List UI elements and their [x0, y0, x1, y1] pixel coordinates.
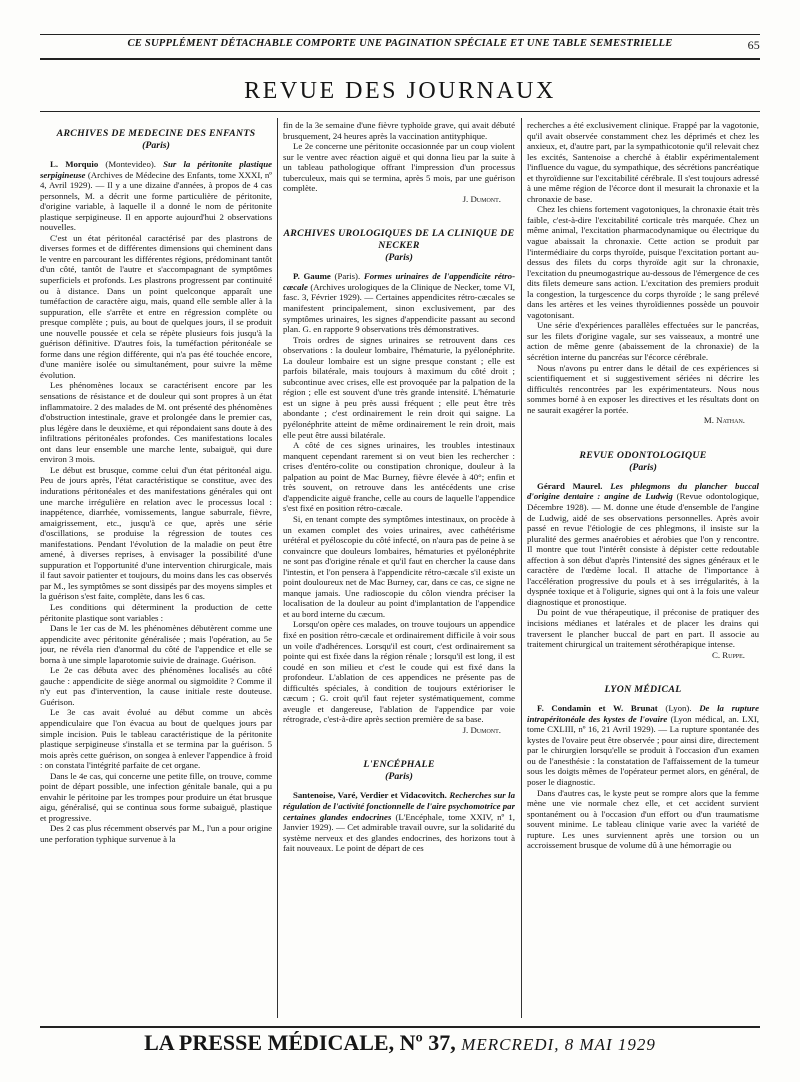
signature: J. Dumont. [462, 724, 501, 735]
section-title: ARCHIVES UROLOGIQUES DE LA CLINIQUE DE NECKER [283, 228, 515, 252]
signature: C. Ruppe. [711, 649, 745, 660]
paragraph: Dans le 4e cas, qui concerne une petite fille, on trouve, comme point de départ possible, une infection génitale banale, qui a pu envahir le péritoine par les trompes pour produire un état brusque aigu, généralisé, qui se continua sous forme subaiguë, plastique et progressive. [40, 770, 272, 823]
signature: J. Dumont. [462, 193, 501, 204]
paragraph: Nous n'avons pu entrer dans le détail de ces expériences si scientifiquement et si suggestivement sériées ni décrire les difficultés rencontrées par les expérimentateurs. Nous nous sommes borné à en exposer les directives et les résultats dont on ne saurait exagérer la portée. [527, 362, 759, 415]
section-title: LYON MÉDICAL [604, 684, 682, 696]
journal-name: LA PRESSE MÉDICALE, Nº 37, [144, 1030, 456, 1055]
top-rule [40, 34, 760, 35]
article-source: (Archives urologiques de la Clinique de Necker, tome VI, fasc. 3, Février 1929). — Certaines appendicites rétro-cæcales se manifestent principalement, sinon exclusivement, par des symptômes urinaires, les signes d'appendicite passant au second plan. G. en rapporte 9 observations très démonstratives. [283, 281, 515, 335]
running-header [40, 38, 760, 58]
signature: M. Nathan. [703, 415, 745, 426]
article-author: F. Condamin et W. Brunat [537, 703, 658, 714]
article-source: (Archives de Médecine des Enfants, tome XXXI, nº 4, Avril 1929). — Il y a une dizaine d'années, à propos de 4 cas personnels, M. a décrit une forme particulière de péritonite, d'origine variable, à laquelle il a donné le nom de péritonite plastique serpigineuse. Il en apporte aujourd'hui 2 observations nouvelles. [40, 169, 272, 233]
paragraph: Chez les chiens fortement vagotoniques, la chronaxie était très faible, c'est-à-dire l'excitabilité corticale très marquée. Chez un même animal, l'excitation pharmacodynamique ou électrique du vague abaissait la chronaxie. Cette action se produit par l'intermédiaire du corps thyroïde, puisque l'excitation portant au-dessus des filets du corps thyroïde agit sur la chronaxie, l'excitation du pneumogastrique au-dessous de l'émergence de ces dits filets demeure sans action. L'excitation des premiers produit la congestion, la turgescence du corps thyroïde ; le sang prélevé dans les artères et les veines thyroïdiennes possède un pouvoir vagotonisant. [527, 204, 759, 320]
page-number: 65 [747, 38, 760, 52]
column-3 [527, 120, 759, 1018]
section-place: (Paris) [385, 771, 413, 783]
paragraph: Les phénomènes locaux se caractérisent encore par les sensations de résistance et de douleur qui sont propres à un état inflammatoire. 2 des malades de M. ont présenté des phénomènes d'obstruction intestinale, grave et prolongée dans le premier cas, plus légère dans le deuxième, et qui répondaient sans doute à des infiltrations péritonéales profondes. Ces manifestations locales ont dans leur ensemble une marche lente, subaiguë, qui dure environ 3 mois. [40, 380, 272, 465]
article-author: L. Morquio [50, 159, 99, 169]
section-title: ARCHIVES DE MEDECINE DES ENFANTS [56, 128, 256, 139]
page-footer [40, 1030, 760, 1056]
article-title: Recherches sur la régulation de l'activité fonctionnelle de l'aire psychomotrice par certaines glandes endocrines [283, 790, 515, 822]
paragraph: Le 2e cas débuta avec des phénomènes localisés au côté gauche : appendicite de siège anormal ou sigmoïdite ? Comme il n'y eut pas d'intervention, la cause initiale reste douteuse. Guérison. [40, 665, 272, 707]
article-lead [527, 481, 759, 608]
article-source: (L'Encéphale, tome XXIV, nº 1, Janvier 1929). — Cet admirable travail ouvre, sur la solidarité du système nerveux et des glandes endocrines, des horizons tout à fait nouveaux. Le point de départ de ces [283, 811, 515, 854]
paragraph: Les conditions qui déterminent la production de cette péritonite plastique sont variables : [40, 601, 272, 623]
page-title: REVUE DES JOURNAUX [244, 78, 556, 104]
article-title: Formes urinaires de l'appendicite rétro-cæcale [283, 271, 515, 292]
paragraph: Lorsqu'on opère ces malades, on trouve toujours un appendice fixé en position rétro-cæcale et ordinairement difficile à voir sous un voile d'adhérences. Lorsqu'il est court, c'est ordinairement sa pointe qui est fixée dans la région rénale ; lorsqu'il est long, il est coudé en son milieu et c'est le coude qui est fixé dans la profondeur. L'ablation de ces appendices ne présente pas de difficultés spéciales, à condition de toujours extérioriser le cæcum ; G. croit qu'il faut rejeter systématiquement, comme aveugle et dangereuse, l'ablation de l'appendice par voie rétrograde, c'est-à-dire après section première de sa base. [283, 619, 515, 725]
section-title: L'ENCÉPHALE [363, 759, 435, 771]
header-rule [40, 58, 760, 60]
column-divider [277, 118, 278, 1018]
paragraph: Le 3e cas avait évolué au début comme un abcès appendiculaire que l'on évacua au bout de quelques jours par simple incision. Puis le tableau caractéristique de la péritonite plastique serpigineuse s'installa et se termina par la guérison. 5 mois après cette guérison, on songea à enlever l'appendice à froid : on constata l'intégrité parfaite de cet organe. [40, 707, 272, 771]
masthead-rule [40, 111, 760, 112]
paragraph: Des 2 cas plus récemment observés par M., l'un a pour origine une perforation typhique survenue à la [40, 823, 272, 844]
paragraph: fin de la 3e semaine d'une fièvre typhoïde grave, qui avait débuté brusquement, 24 heures après la vaccination antityphique. [283, 120, 515, 141]
article-title: Les phlegmons du plancher buccal d'origine dentaire : angine de Ludwig [527, 480, 759, 502]
article-title: Sur la péritonite plastique serpigineuse [40, 159, 272, 180]
article-lead [40, 159, 272, 233]
article-author: Santenoise, Varé, Verdier et Vidacovitch. [293, 790, 447, 801]
section-place: (Paris) [142, 140, 170, 151]
paragraph: Le 2e concerne une péritonite occasionnée par un coup violent sur le ventre avec réaction aiguë et qui donna lieu par la suite à un tableau pathologique offrant l'impression d'un processus tuberculeux, mais qui se termina, après 5 mois, par une guérison complète. [283, 141, 515, 194]
column-divider [521, 118, 522, 1018]
paragraph: Si, en tenant compte des symptômes intestinaux, on procède à un examen complet des voies urinaires, avec cathétérisme urétéral et pyéloscopie du côté infecté, on n'aura pas de peine à se convaincre que douleurs lombaires, hématuries et pyélonéphrite ne sont pas d'origine rénale et qu'il faut en chercher la cause dans l'intestin, et l'on pensera à l'appendicite rétro-cæcale s'il existe un point douloureux net de Mac Burney, car, dans ce cas, ce signe ne manque jamais. Une radioscopie du côlon viendra préciser la localisation de la douleur au point d'implantation de l'appendice et au bord interne du cæcum. [283, 513, 515, 619]
section-place: (Paris) [629, 461, 657, 473]
article-lead [527, 703, 759, 787]
paragraph: Dans le 1er cas de M. les phénomènes débutèrent comme une appendicite avec péritonite généralisée ; mais l'opération, au 5e jour, ne révéla rien d'anormal du côté de l'appendice et elle se borna à une simple laparotomie suivie de drainage. Guérison. [40, 623, 272, 665]
section-place: (Paris) [385, 252, 413, 264]
paragraph: Trois ordres de signes urinaires se retrouvent dans ces observations : la douleur lombaire, l'hématurie, la pyélonéphrite. La douleur lombaire est un signe presque constant ; elle est parfois bilatérale, mais toujours à maximum du côté droit ; subcontinue avec crises, elle est provoquée par la palpation de la région ; elle est souvent d'une très grande intensité. L'hématurie est un signe à peu près aussi fréquent ; elle peut être très abondante ; c'est ordinairement le rein droit qui saigne. La pyélonéphrite atteint de même ordinairement le rein droit, mais elle peut être aussi bilatérale. [283, 334, 515, 440]
paragraph: Du point de vue thérapeutique, il préconise de pratiquer des incisions médianes et latérales et de placer les drains qui traversent le plancher buccal de part en part. Il associe au traitement chirurgical un traitement sérothérapique intense. [527, 607, 759, 650]
author-place: (Lyon). [665, 703, 692, 714]
column-2 [283, 120, 515, 1018]
article-source: (Lyon médical, an. LXI, tome CXLIII, nº 16, 21 Avril 1929). — La rupture spontanée des kystes de l'ovaire peut être observée ; pour ainsi dire, directement par le chirurgien lorsqu'elle se produit à l'occasion d'un examen ou de l'anesthésie : la constatation de l'affaissement de la tumeur sous les doigts mêmes de l'opérateur permet alors, en général, de poser le diagnostic. [527, 713, 759, 787]
paragraph: Le début est brusque, comme celui d'un état péritonéal aigu. Peu de jours après, l'état caractéristique se constitue, avec des indurations péritonéales et des manifestations générales qui ont une marche irrégulière en relation avec le processus local : inappétence, diarrhée, vomissements, langue saburrale, fièvre, amaigrissement, etc., jusqu'à ce que, après une série d'oscillations, se produise la régression de toutes ces manifestations. Pendant l'évolution de la maladie on peut être amené, à diverses reprises, à envisager la possibilité d'une suppuration et l'opportunité d'une intervention chirurgicale, mais il faut savoir patienter et toujours, du moins dans les cas observés par M., les symptômes se sont dissipés par des moyens simples et la guérison s'est faite, complète, dans les 6 cas. [40, 464, 272, 602]
article-source: (Revue odontologique, Décembre 1928). — M. donne une étude d'ensemble de l'angine de Ludwig, aidé de ses observations personnelles. Après avoir passé en revue l'étiologie de ces phlegmons, il insiste sur la pluralité des germes anaérobies et aérobies que l'on y rencontre. Il montre que tout l'intérêt consiste à dépister cette redoutable affection à son début d'après l'intensité des signes généraux et le caractère de l'œdème local. Il attache de l'importance à l'accélération progressive du pouls et à ses irrégularités, à la dyspnée toxique et à l'oligurie, signes qui ont à la fois une valeur diagnostique et pronostique. [527, 491, 759, 607]
paragraph: recherches a été exclusivement clinique. Frappé par la vagotonie, qu'il avait observée constamment chez les déprimés et chez les anxieux, et, d'autre part, par la sympathicotonie qu'il relevait chez les excités, Santenoise a cherché à établir expérimentalement l'influence du vague, du sympathique, des sécrétions pancréatique et thyroïdienne sur l'excitabilité cérébrale. Il s'est toujours adressé à une même région de l'écorce dont il mesurait la chronaxie et la chronaxie de base. [527, 120, 759, 204]
article-lead [283, 790, 515, 853]
paragraph: Dans d'autres cas, le kyste peut se rompre alors que la femme mène une vie normale chez elle, et cet accident survient spontanément ou à l'occasion d'un effort ou d'un traumatisme souvent minime. Le tableau clinique varie avec la variété de rupture. Les unes surviennent après une torsion ou un accroissement brusque de volume dû à une hémorragie ou [527, 787, 759, 851]
column-1 [40, 120, 272, 1018]
article-lead [283, 271, 515, 334]
paragraph: Une série d'expériences parallèles effectuées sur le pancréas, sur les filets d'origine vagale, sur ses vaisseaux, a montré une action de même genre (abaissement de la chronaxie) de la sécrétion interne du pancréas sur l'écorce cérébrale. [527, 320, 759, 363]
article-author: Gérard Maurel. [537, 480, 603, 491]
paragraph: A côté de ces signes urinaires, les troubles intestinaux manquent cependant rarement si on veut bien les rechercher : crises d'entéro-colite ou constipation chronique, douleur à la palpation au point de Mac Burney, fièvre élevée à 40°; enfin et très souvent, on retrouve dans les antécédents une crise d'appendicite aiguë franche, celle au cours de laquelle l'appendice s'est fixé en position rétro-cæcale. [283, 440, 515, 514]
issue-date: MERCREDI, 8 MAI 1929 [461, 1035, 656, 1054]
author-place: (Montevideo). [105, 159, 156, 169]
supplement-note: CE SUPPLÉMENT DÉTACHABLE COMPORTE UNE PAGINATION SPÉCIALE ET UNE TABLE SEMESTRIELLE [127, 38, 673, 49]
footer-rule [40, 1026, 760, 1028]
author-place: (Paris). [334, 271, 361, 282]
paragraph: C'est un état péritonéal caractérisé par des plastrons de diverses formes et de différentes dimensions qui cheminent dans le ventre en parcourant les différentes régions, prédominant tantôt d'un côté, tantôt de l'autre et s'accompagnant de symptômes superficiels et profonds. Les plastrons progressent par continuité ou à distance. Dans un point quelconque apparaît une tuméfaction de caractère aigu, mais, quand elle semble aller à la suppuration, elle s'arrête et entre en régression complète ou presque complète ; puis, au bout de quelques jours, il se produit une nouvelle poussée et cela se répète plusieurs fois jusqu'à la guérison définitive. D'autres fois, la tuméfaction péritonéale se forme dans une région différente, qui n'a pas été touchée encore, d'une manière isolée ou simultanément, pour suivre la même évolution. [40, 232, 272, 380]
article-author: P. Gaume [293, 271, 331, 282]
section-title: REVUE ODONTOLOGIQUE [579, 449, 707, 461]
article-title: De la rupture intrapéritonéale des kystes de l'ovaire [527, 703, 759, 724]
